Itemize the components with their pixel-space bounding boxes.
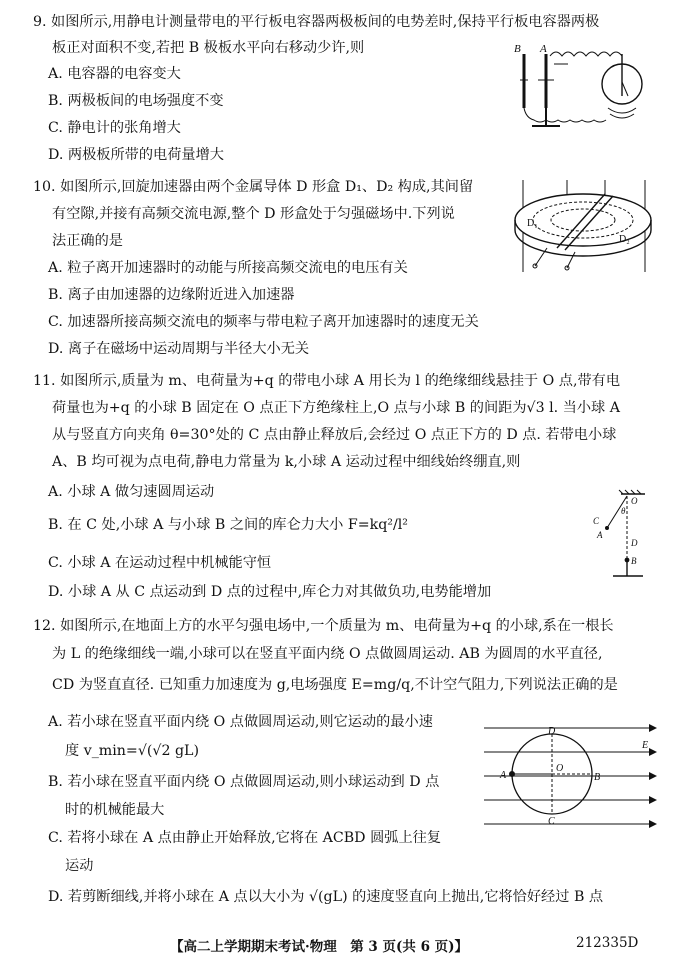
q12-stem-line-1: 12. 如图所示,在地面上方的水平匀强电场中,一个质量为 m、电荷量为+q 的小球,系在一根长 xyxy=(33,618,614,634)
q9-option-c: C. 静电计的张角增大 xyxy=(48,120,181,136)
q10-stem-line-1: 10. 如图所示,回旋加速器由两个金属导体 D 形盒 D₁、D₂ 构成,其间留 xyxy=(33,179,474,195)
q12-option-a-line-1: A. 若小球在竖直平面内绕 O 点做圆周运动,则它运动的最小速 xyxy=(48,714,433,730)
q9-option-a: A. 电容器的电容变大 xyxy=(48,66,181,82)
q11-label-o: O xyxy=(631,496,638,506)
q9-option-b: B. 两极板间的电场强度不变 xyxy=(48,93,224,109)
q12-option-b-line-2: 时的机械能最大 xyxy=(65,802,165,818)
q11-stem-line-3: 从与竖直方向夹角 θ=30°处的 C 点由静止释放后,会经过 O 点正下方的 D 点. 若带电小球 xyxy=(52,427,617,443)
q11-label-c: C xyxy=(593,516,600,526)
q10-stem-line-2: 有空隙,并接有高频交流电源,整个 D 形盒处于匀强磁场中.下列说 xyxy=(52,206,455,222)
q9-label-b: B xyxy=(514,43,521,55)
q9-label-a: A xyxy=(540,43,547,55)
q12-option-c-line-1: C. 若将小球在 A 点由静止开始释放,它将在 ACBD 圆弧上往复 xyxy=(48,830,442,846)
q11-stem-line-4: A、B 均可视为点电荷,静电力常量为 k,小球 A 运动过程中细线始终绷直,则 xyxy=(52,454,521,470)
q12-label-e: E xyxy=(642,740,649,751)
q12-label-d: D xyxy=(548,726,556,737)
q12-label-c: C xyxy=(548,816,555,827)
q11-option-c: C. 小球 A 在运动过程中机械能守恒 xyxy=(48,555,272,571)
q10-option-b: B. 离子由加速器的边缘附近进入加速器 xyxy=(48,287,295,303)
q10-stem-line-3: 法正确的是 xyxy=(52,233,123,249)
q9-stem-line-2: 板正对面积不变,若把 B 极板水平向右移动少许,则 xyxy=(52,40,365,56)
page-footer-code: 212335D xyxy=(576,935,639,951)
q11-option-a: A. 小球 A 做匀速圆周运动 xyxy=(48,484,215,500)
q11-option-d: D. 小球 A 从 C 点运动到 D 点的过程中,库仑力对其做负功,电势能增加 xyxy=(48,584,492,600)
q11-option-b: B. 在 C 处,小球 A 与小球 B 之间的库仑力大小 F=kq²/l² xyxy=(48,517,408,533)
q10-cyclotron-figure xyxy=(505,176,655,276)
q12-option-a-line-2: 度 v_min=√(√2 gL) xyxy=(65,743,200,759)
q11-pendulum-figure xyxy=(585,488,655,582)
q10-label-d1: D₁ xyxy=(527,218,538,229)
q11-label-a: A xyxy=(597,530,603,540)
q11-stem-line-1: 11. 如图所示,质量为 m、电荷量为+q 的带电小球 A 用长为 l 的绝缘细线悬挂于 O 点,带有电 xyxy=(33,373,621,389)
q11-stem-line-2: 荷量也为+q 的小球 B 固定在 O 点正下方绝缘柱上,O 点与小球 B 的间距为√3 l. 当小球 A xyxy=(52,400,621,416)
q12-option-c-line-2: 运动 xyxy=(65,858,94,874)
q12-stem-line-3: CD 为竖直直径. 已知重力加速度为 g,电场强度 E=mg/q,不计空气阻力,下列说法正确的是 xyxy=(52,677,618,693)
q10-option-a: A. 粒子离开加速器时的动能与所接高频交流电的电压有关 xyxy=(48,260,408,276)
q12-label-b: B xyxy=(594,772,601,783)
q10-option-c: C. 加速器所接高频交流电的频率与带电粒子离开加速器时的速度无关 xyxy=(48,314,479,330)
q12-label-a: A xyxy=(500,770,507,781)
q12-stem-line-2: 为 L 的绝缘细线一端,小球可以在竖直平面内绕 O 点做圆周运动. AB 为圆周的水平直径, xyxy=(52,646,603,662)
q9-stem-line-1: 9. 如图所示,用静电计测量带电的平行板电容器两极板间的电势差时,保持平行板电容器两极 xyxy=(33,14,600,30)
q12-option-b-line-1: B. 若小球在竖直平面内绕 O 点做圆周运动,则小球运动到 D 点 xyxy=(48,774,440,790)
q11-label-theta: θ xyxy=(621,506,626,516)
q12-label-o: O xyxy=(556,763,564,774)
q12-circle-field-figure xyxy=(482,720,662,836)
q9-option-d: D. 两极板所带的电荷量增大 xyxy=(48,147,224,163)
q9-electrometer-figure xyxy=(510,40,660,168)
q10-label-d2: D₂ xyxy=(619,234,630,245)
page-footer-title: 【高二上学期期末考试·物理 第 3 页(共 6 页)】 xyxy=(170,939,469,955)
q11-label-b: B xyxy=(631,556,637,566)
q11-label-d: D xyxy=(631,538,638,548)
q12-option-d: D. 若剪断细线,并将小球在 A 点以大小为 √(gL) 的速度竖直向上抛出,它将恰好经过 B 点 xyxy=(48,889,604,905)
q10-option-d: D. 离子在磁场中运动周期与半径大小无关 xyxy=(48,341,310,357)
